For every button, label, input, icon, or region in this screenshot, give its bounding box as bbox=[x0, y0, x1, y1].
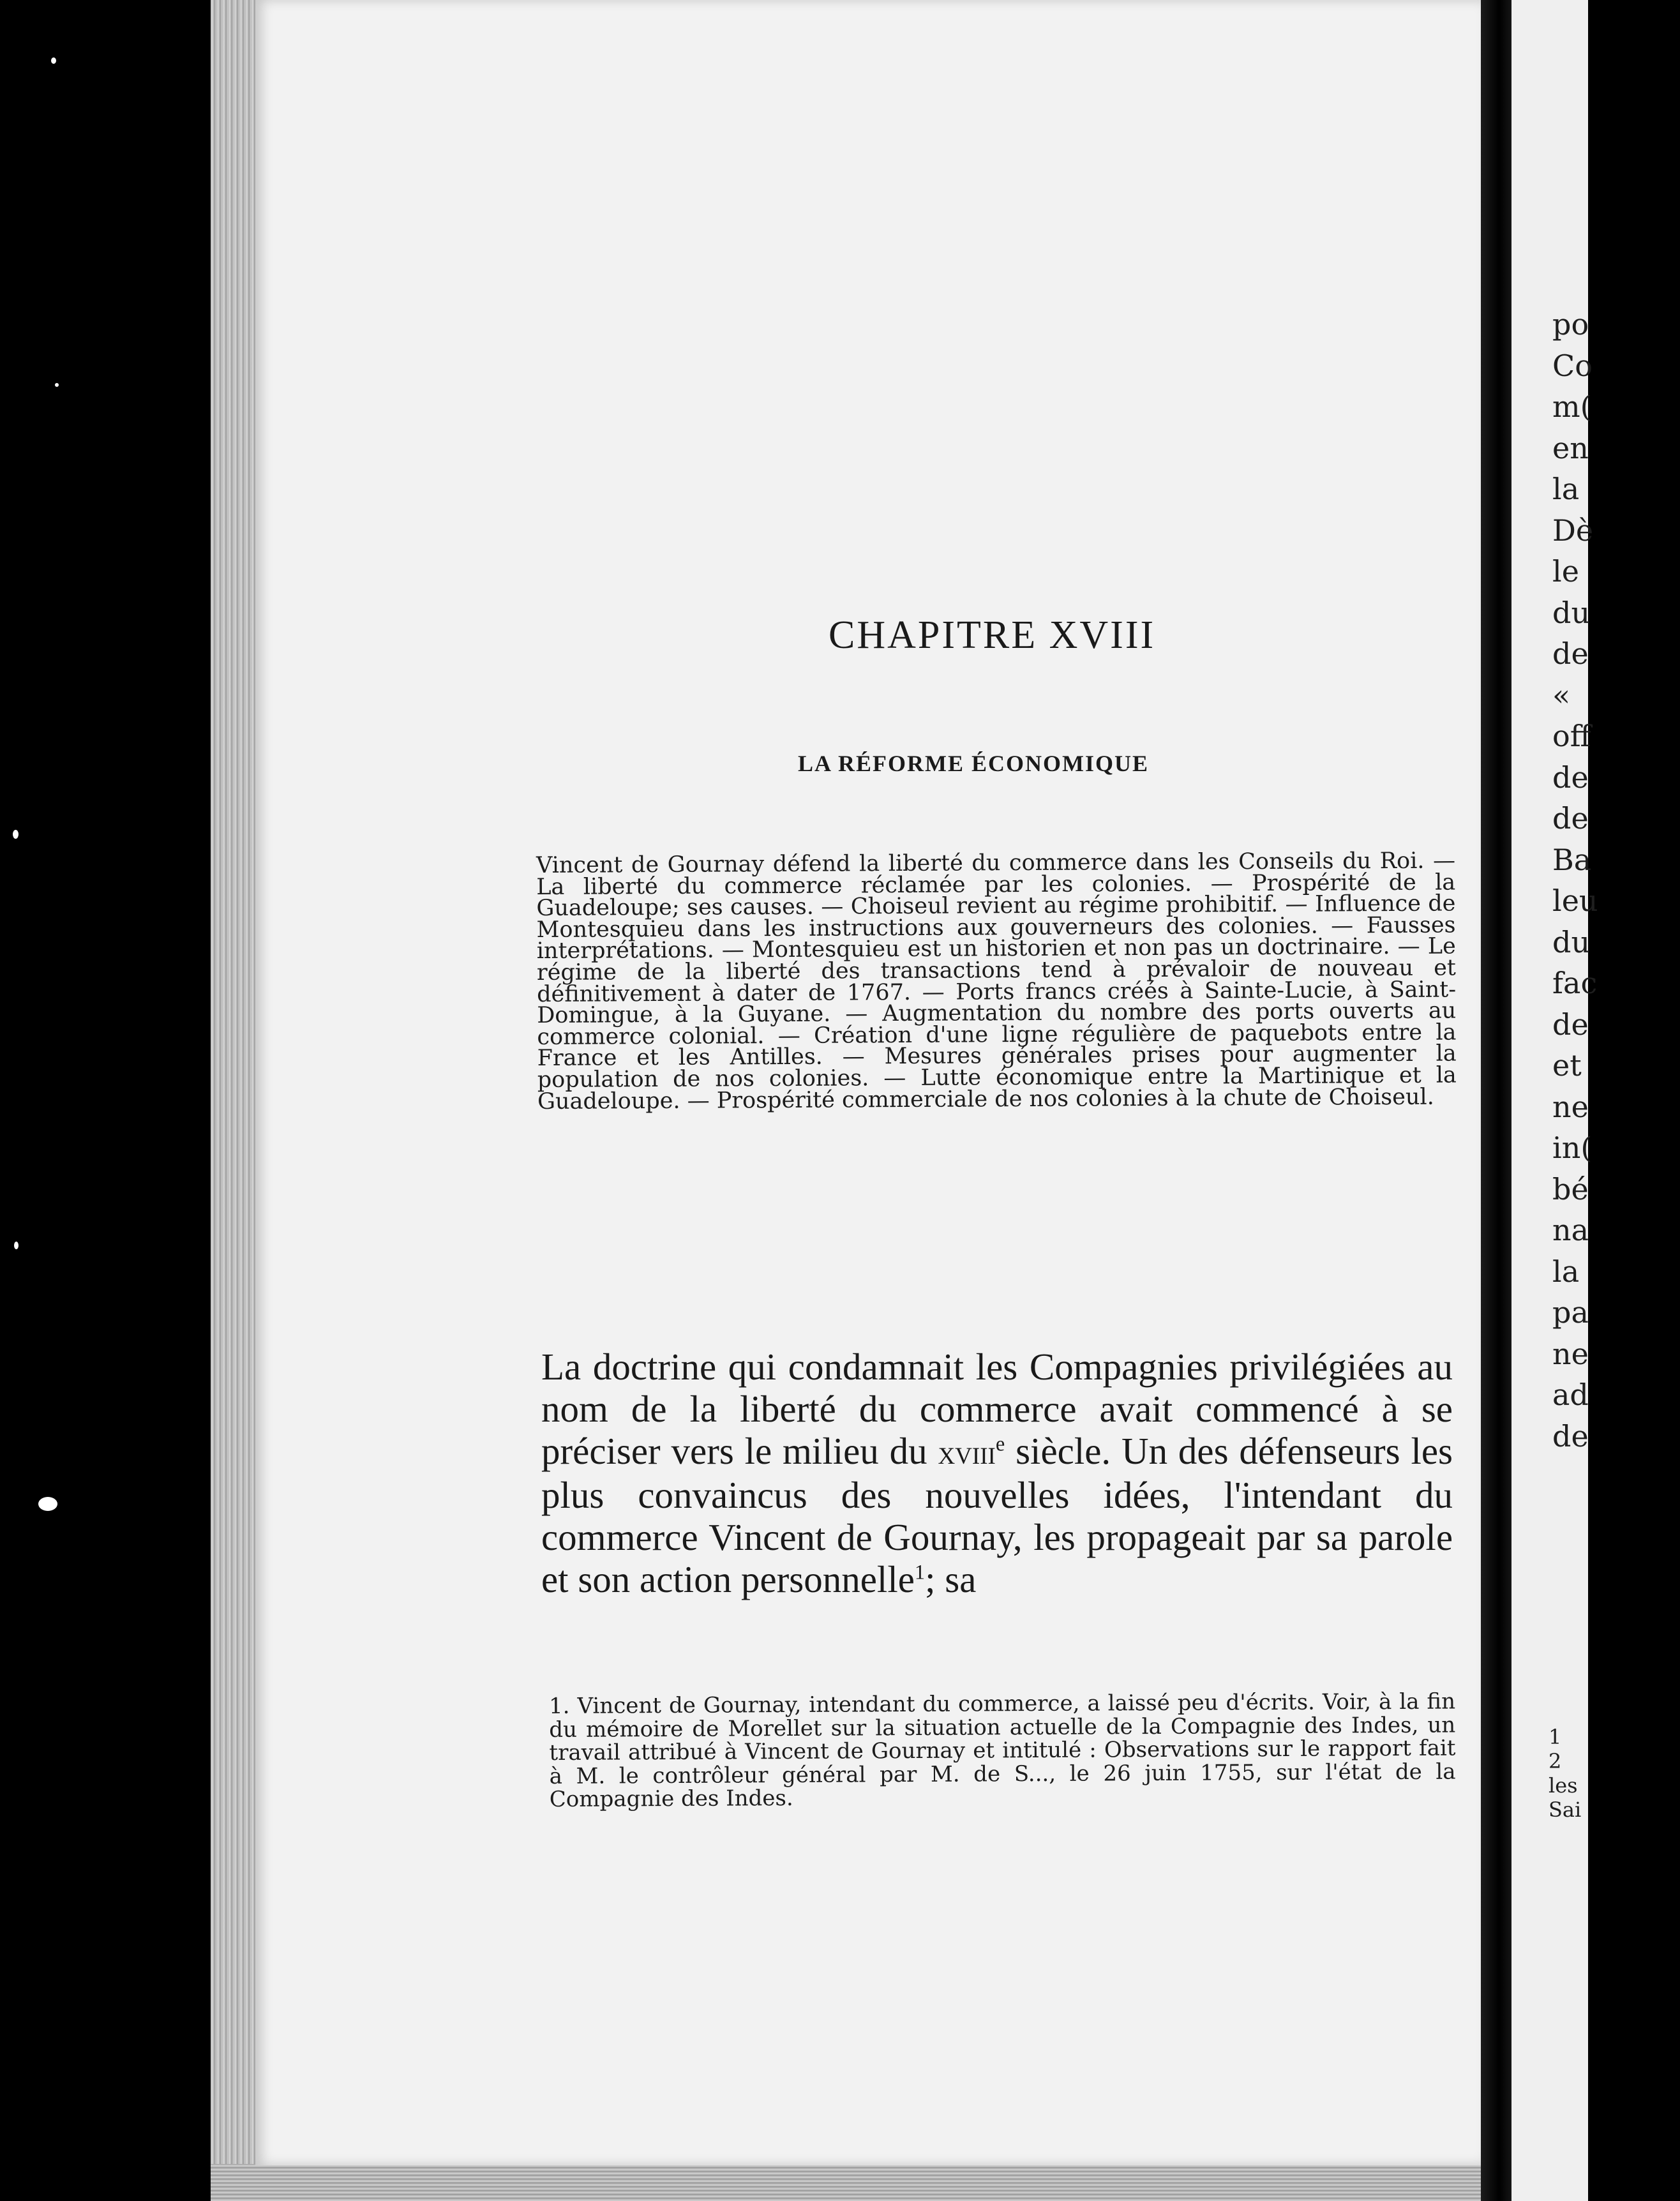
chapter-summary: Vincent de Gournay défend la liberté du commerce dans les Conseils du Roi. — La liberté du commerce réclamée par les colonies. — Prospérité de la Guadeloupe; ses causes. — Choiseul revient au régime prohibitif. — Influence de Montesquieu dans les instructions aux gouverneurs des colonies. — Fausses interprétations. — Montesquieu est un historien et non pas un doctrinaire. — Le régime de la liberté des transactions tend à prévaloir de nouveau et définitivement à dater de 1767. — Ports francs créés à Sainte-Lucie, à Saint-Domingue, à la Guyane. — Augmentation du nombre des ports ouverts au commerce colonial. — Création d'une ligne régulière de paquebots entre la France et les Antilles. — Mesures générales prises pour augmenter la population de nos colonies. — Lutte économique entre la Martinique et la Guadeloupe. — Prospérité commerciale de nos colonies à la chute de Choiseul. bbox=[536, 848, 1457, 1115]
chapter-subtitle: LA RÉFORME ÉCONOMIQUE bbox=[798, 751, 1150, 776]
facing-page-line: leu bbox=[1552, 883, 1598, 918]
facing-page-line: bé bbox=[1552, 1171, 1589, 1206]
facing-page-line: Ba bbox=[1552, 842, 1592, 877]
facing-page-line: le bbox=[1552, 554, 1579, 589]
facing-page-note-line: 2 bbox=[1549, 1749, 1562, 1773]
facing-page-line: fac bbox=[1552, 966, 1598, 1000]
facing-page-line: en bbox=[1552, 430, 1589, 465]
facing-page-line: Co bbox=[1552, 348, 1593, 383]
scan-speck bbox=[55, 383, 59, 387]
facing-page-line: la bbox=[1552, 1254, 1580, 1289]
facing-page-line: du bbox=[1552, 924, 1591, 959]
footnote-reference[interactable]: 1 bbox=[914, 1561, 926, 1584]
scan-speck bbox=[14, 1242, 19, 1249]
chapter-title: CHAPITRE XVIII bbox=[829, 613, 1156, 657]
facing-page-notes bbox=[1549, 1725, 1676, 1822]
facing-page-line: Dè bbox=[1552, 513, 1594, 548]
body-text-middle: siècle. Un des défenseurs les plus convaincus des nouvelles idées, l'intendant du commerce Vincent de Gournay, les propageait par sa parole et son action personnelle bbox=[541, 1430, 1453, 1600]
century-superscript: e bbox=[995, 1432, 1005, 1456]
book-page-edges bbox=[211, 0, 262, 2201]
body-paragraph bbox=[541, 1346, 1453, 1600]
scan-speck bbox=[51, 57, 56, 64]
facing-page-line: na bbox=[1552, 1213, 1589, 1247]
facing-page-line: « bbox=[1552, 677, 1571, 712]
scan-speck bbox=[13, 830, 19, 839]
facing-page bbox=[1511, 0, 1598, 2201]
facing-page-line: ne bbox=[1552, 1089, 1589, 1124]
facing-page-line: de bbox=[1552, 636, 1589, 671]
facing-page-line: po bbox=[1552, 307, 1589, 342]
facing-page-line: off bbox=[1552, 719, 1591, 753]
facing-page-line: de bbox=[1552, 760, 1589, 795]
facing-page-line: m( bbox=[1552, 389, 1592, 424]
facing-page-line: la bbox=[1552, 472, 1580, 506]
facing-page-line: ad bbox=[1552, 1378, 1589, 1412]
century-numeral: xviii bbox=[938, 1434, 996, 1471]
book-gutter bbox=[1481, 0, 1511, 2201]
facing-page-line: de bbox=[1552, 1418, 1589, 1454]
book-bottom-edge bbox=[211, 2164, 1487, 2201]
footnote: 1. Vincent de Gournay, intendant du commerce, a laissé peu d'écrits. Voir, à la fin du mémoire de Morellet sur la situation actuelle de la Compagnie des Indes, un travail attribué à Vincent de Gournay et intitulé : Observations sur le rapport fait à M. le contrôleur général par M. de S..., le 26 juin 1755, sur l'état de la Compagnie des Indes. bbox=[548, 1688, 1456, 1812]
facing-page-line: et bbox=[1552, 1048, 1582, 1083]
facing-page-line: ne bbox=[1552, 1336, 1589, 1371]
body-text-start: La doctrine qui condamnait les Compagnies privilégiées au nom de la liberté du commerce avait commencé à se préciser vers le milieu du bbox=[541, 1346, 1453, 1472]
facing-page-note-line: 1 bbox=[1549, 1725, 1562, 1749]
facing-page-line: pa bbox=[1552, 1295, 1589, 1330]
scan-speck bbox=[38, 1497, 57, 1511]
facing-page-line: de bbox=[1552, 1007, 1589, 1042]
body-text-end: ; sa bbox=[925, 1558, 977, 1600]
facing-page-note-line: les bbox=[1549, 1773, 1578, 1798]
facing-page-line: du bbox=[1552, 595, 1591, 630]
facing-page-text bbox=[1552, 304, 1680, 1457]
facing-page-line: de bbox=[1552, 801, 1589, 836]
facing-page-line: in( bbox=[1552, 1131, 1593, 1165]
facing-page-note-line: Sai bbox=[1549, 1798, 1582, 1822]
